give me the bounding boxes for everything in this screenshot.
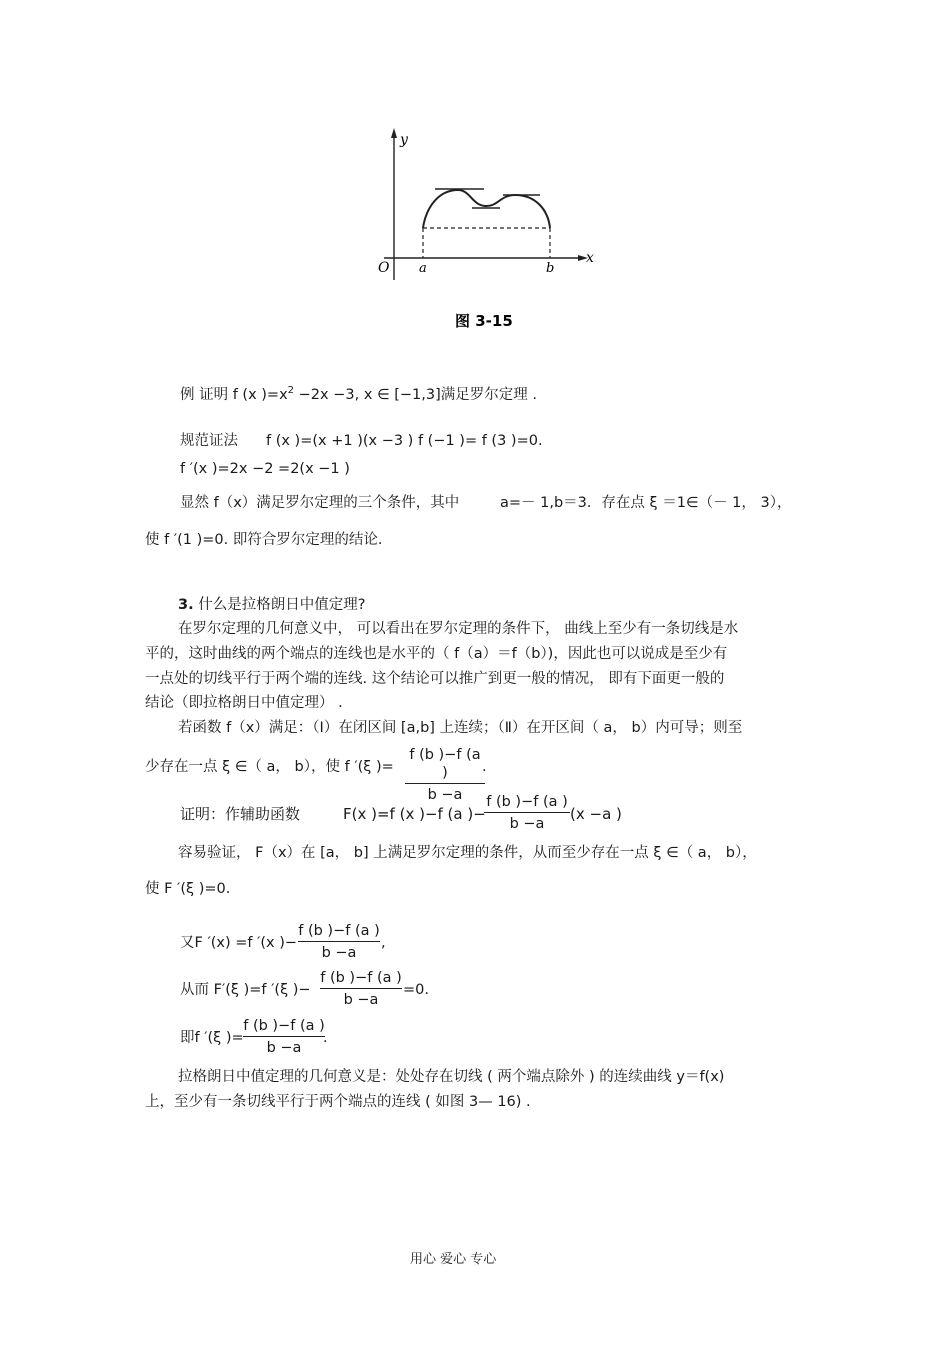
fraction-2-bar: [484, 812, 570, 813]
figure-caption: 图 3-15: [455, 312, 513, 330]
para2-line1: 若函数 f（x）满足：（Ⅰ）在闭区间 [a,b] 上连续；（Ⅱ）在开区间（ a， b）内可导；则至: [178, 720, 743, 736]
y-arrow: [391, 128, 397, 138]
fraction-1-bar: [405, 783, 485, 784]
i-end: .: [323, 1030, 328, 1046]
fraction-3: [298, 922, 380, 962]
footer: 用心 爱心 专心: [410, 1252, 497, 1267]
fraction-3-den: b −a: [321, 945, 357, 961]
fraction-4-num: f (b )−f (a ): [320, 970, 402, 986]
x-label: x: [586, 250, 594, 266]
section-heading: [178, 596, 365, 614]
proof-line2: f ′(x )=2x −2 =2(x −1 ): [180, 461, 350, 477]
para2-period: .: [482, 759, 487, 775]
thus-lhs: 从而 F′(ξ )=f ′(ξ )−: [180, 982, 311, 998]
fraction-5-den: b −a: [266, 1040, 302, 1056]
example-stmt2: −2x −3, x ∈ [−1,3]: [294, 386, 441, 403]
section-number: 3.: [178, 597, 194, 613]
i-lhs: 即f ′(ξ )=: [180, 1030, 244, 1046]
rolle-graph: [360, 120, 600, 340]
aux-label: 证明：作辅助函数: [180, 805, 301, 823]
fraction-2: [484, 793, 570, 833]
fraction-2-den: b −a: [509, 816, 545, 832]
example-stmt3: 满足罗尔定理 .: [440, 386, 537, 403]
geo-line2: 上，至少有一条切线平行于两个端点的连线 ( 如图 3— 16) .: [145, 1094, 531, 1110]
fraction-5: [243, 1017, 325, 1057]
deriv-lhs: 又F ′(x) =f ′(x )−: [180, 935, 298, 951]
geo-line1: 拉格朗日中值定理的几何意义是：处处存在切线 ( 两个端点除外 ) 的连续曲线 y＝f(x): [178, 1069, 725, 1085]
a-label: a: [419, 261, 427, 276]
fraction-4-bar: [320, 988, 402, 989]
fraction-5-num: f (b )−f (a ): [243, 1018, 325, 1034]
verify-line1: 容易验证， F（x）在 [a， b] 上满足罗尔定理的条件，从而至少存在一点 ξ ∈（ a， b），: [178, 845, 757, 861]
example-line: [180, 382, 537, 404]
proof-line1: f (x )=(x +1 )(x −3 ) f (−1 )= f (3 )=0.: [266, 433, 543, 449]
fraction-1-num: f (b )−f (a ): [409, 747, 481, 781]
fraction-4: [320, 969, 402, 1009]
proof-line3b: a=－ 1,b＝3．存在点 ξ ＝1∈（－ 1， 3），: [500, 495, 792, 511]
thus-end: =0.: [403, 982, 429, 998]
para2-line2: 少存在一点 ξ ∈（ a， b），使 f ′(ξ )=: [145, 759, 394, 775]
origin-label: O: [378, 260, 390, 276]
figure-3-15: [360, 120, 600, 340]
fraction-3-num: f (b )−f (a ): [298, 923, 380, 939]
deriv-end: ,: [381, 935, 386, 951]
aux-lhs: F(x )=f (x )−f (a )−: [343, 805, 486, 823]
fraction-1: [405, 746, 485, 804]
y-label: y: [400, 132, 408, 148]
b-label: b: [546, 261, 555, 276]
fraction-5-bar: [243, 1036, 325, 1037]
proof-line4: 使 f ′(1 )=0. 即符合罗尔定理的结论.: [145, 532, 383, 548]
fraction-1-den: b −a: [427, 787, 463, 803]
aux-rhs: (x −a ): [570, 805, 622, 823]
fraction-3-bar: [298, 941, 380, 942]
fraction-2-num: f (b )−f (a ): [486, 794, 568, 810]
example-stmt: f (x )=x: [232, 386, 288, 403]
verify-line2: 使 F ′(ξ )=0.: [145, 881, 231, 897]
para1-line4: 结论（即拉格朗日中值定理） .: [145, 695, 343, 711]
example-label: 例 证明: [180, 386, 229, 403]
para1-line2: 平的，这时曲线的两个端点的连线也是水平的（ f（a）＝f（b）)，因此也可以说成是至少有: [145, 646, 728, 662]
para1-line1: 在罗尔定理的几何意义中， 可以看出在罗尔定理的条件下， 曲线上至少有一条切线是水: [178, 621, 739, 637]
example-sup: 2: [287, 385, 295, 396]
section-title: 什么是拉格朗日中值定理?: [198, 597, 366, 613]
para1-line3: 一点处的切线平行于两个端的连线. 这个结论可以推广到更一般的情况， 即有下面更一般的: [145, 671, 725, 687]
fraction-4-den: b −a: [343, 992, 379, 1008]
proof-label: 规范证法: [180, 433, 238, 449]
proof-line3a: 显然 f（x）满足罗尔定理的三个条件，其中: [180, 495, 460, 511]
